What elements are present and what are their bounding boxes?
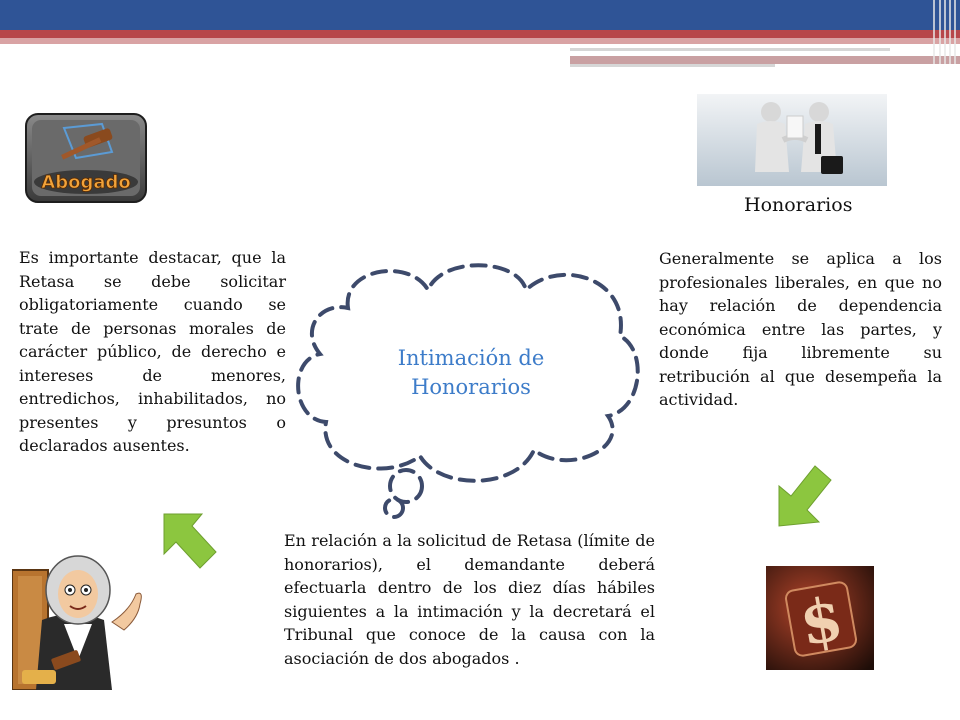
handshake-icon xyxy=(697,94,887,186)
arrow-down-left-icon xyxy=(775,462,835,530)
svg-text:$: $ xyxy=(794,583,849,661)
abogado-logo-text: Abogado xyxy=(41,172,131,193)
cloud-title-line2: Honorarios xyxy=(411,375,531,399)
left-paragraph: Es importante destacar, que la Retasa se debe solicitar obligatoriamente cuando se trate de personas morales de carácter público, de derecho e intereses de menores, entredichos, inhabilitados, no presentes y presuntos o declarados ausentes. xyxy=(19,248,286,455)
header-line xyxy=(570,48,890,51)
cloud-title xyxy=(368,344,574,402)
judge-icon xyxy=(12,550,148,690)
arrow-up-left-icon xyxy=(158,510,220,572)
cloud-title-line1: Intimación de xyxy=(397,346,545,370)
right-paragraph: Generalmente se aplica a los profesionales liberales, en que no hay relación de dependencia económica entre las partes, y donde fija libremente su retribución al que desempeña la actividad. xyxy=(659,249,942,409)
bottom-paragraph: En relación a la solicitud de Retasa (límite de honorarios), el demandante deberá efectuarla dentro de los diez días hábiles siguientes a la intimación y la decretará el Tribunal que conoce de la causa con la asociación de dos abogados . xyxy=(284,531,655,668)
header-bar xyxy=(0,0,960,30)
header-line xyxy=(570,56,960,64)
header-accent-pink xyxy=(0,38,960,44)
honorarios-title: Honorarios xyxy=(744,194,853,216)
header-stripes xyxy=(928,0,960,64)
gavel-icon xyxy=(24,112,148,204)
dollar-icon xyxy=(766,566,874,670)
header-accent-red xyxy=(0,30,960,38)
header-line xyxy=(570,64,775,67)
